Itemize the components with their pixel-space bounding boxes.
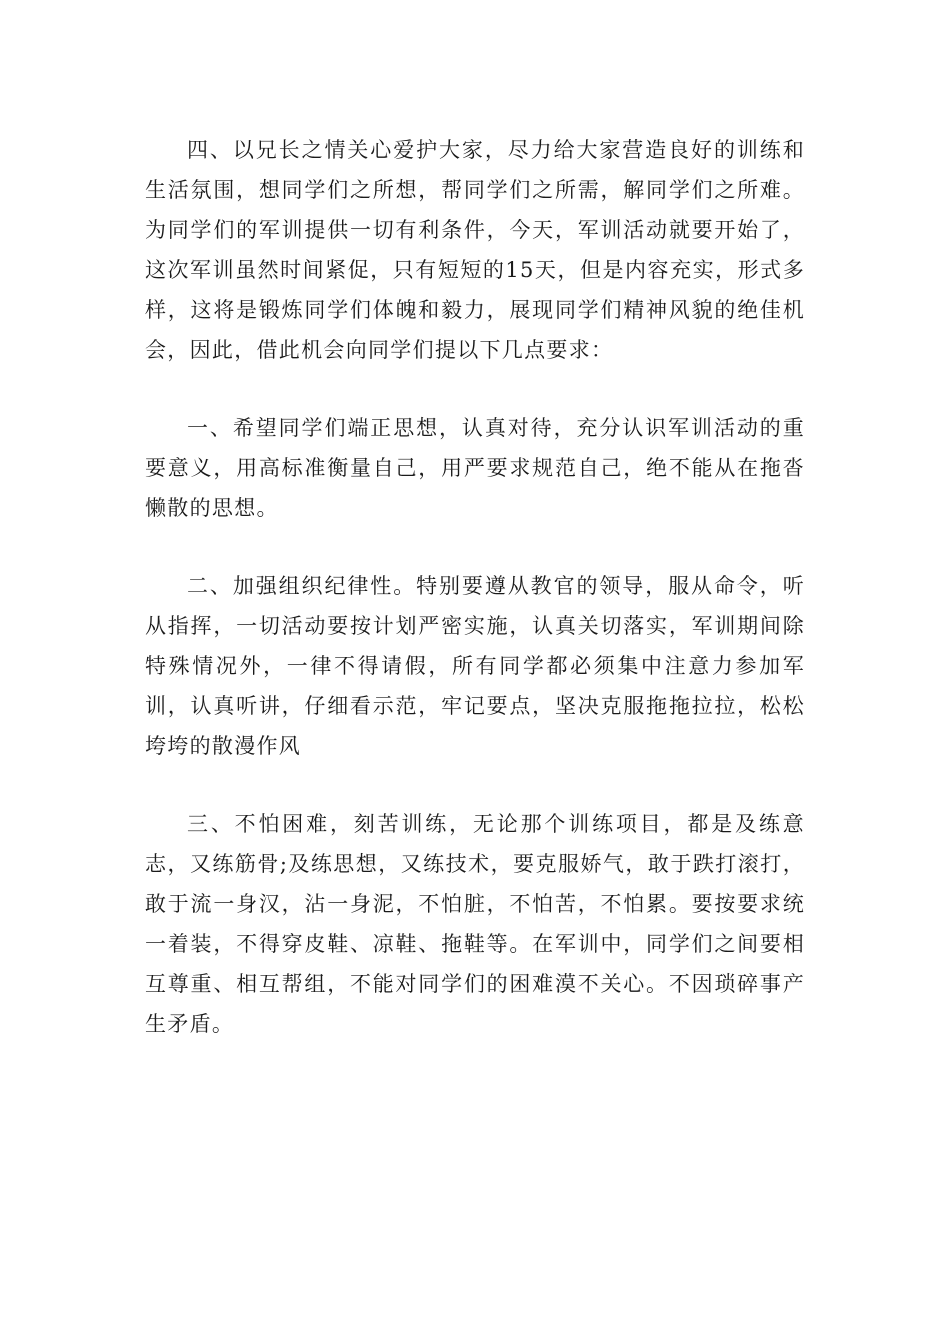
paragraph-four: 四、以兄长之情关心爱护大家，尽力给大家营造良好的训练和生活氛围，想同学们之所想，帮同学们之所需，解同学们之所难。为同学们的军训提供一切有利条件，今天，军训活动就要开始了，这次军训虽然时间紧促，只有短短的15天，但是内容充实，形式多样，这将是锻炼同学们体魄和毅力，展现同学们精神风貌的绝佳机会，因此，借此机会向同学们提以下几点要求：	[145, 138, 805, 362]
paragraph-one: 一、希望同学们端正思想，认真对待，充分认识军训活动的重要意义，用高标准衡量自己，用严要求规范自己，绝不能从在拖沓懒散的思想。	[145, 416, 805, 520]
paragraph-three: 三、不怕困难，刻苦训练，无论那个训练项目，都是及练意志，又练筋骨;及练思想，又练技术，要克服娇气，敢于跌打滚打，敢于流一身汉，沾一身泥，不怕脏，不怕苦，不怕累。要按要求统一着装，不得穿皮鞋、凉鞋、拖鞋等。在军训中，同学们之间要相互尊重、相互帮组，不能对同学们的困难漠不关心。不因琐碎事产生矛盾。	[145, 812, 805, 1036]
document-body	[145, 130, 805, 1044]
paragraph-two: 二、加强组织纪律性。特别要遵从教官的领导，服从命令，听从指挥，一切活动要按计划严密实施，认真关切落实，军训期间除特殊情况外，一律不得请假，所有同学都必须集中注意力参加军训，认真听讲，仔细看示范，牢记要点，坚决克服拖拖拉拉，松松垮垮的散漫作风	[145, 574, 805, 758]
